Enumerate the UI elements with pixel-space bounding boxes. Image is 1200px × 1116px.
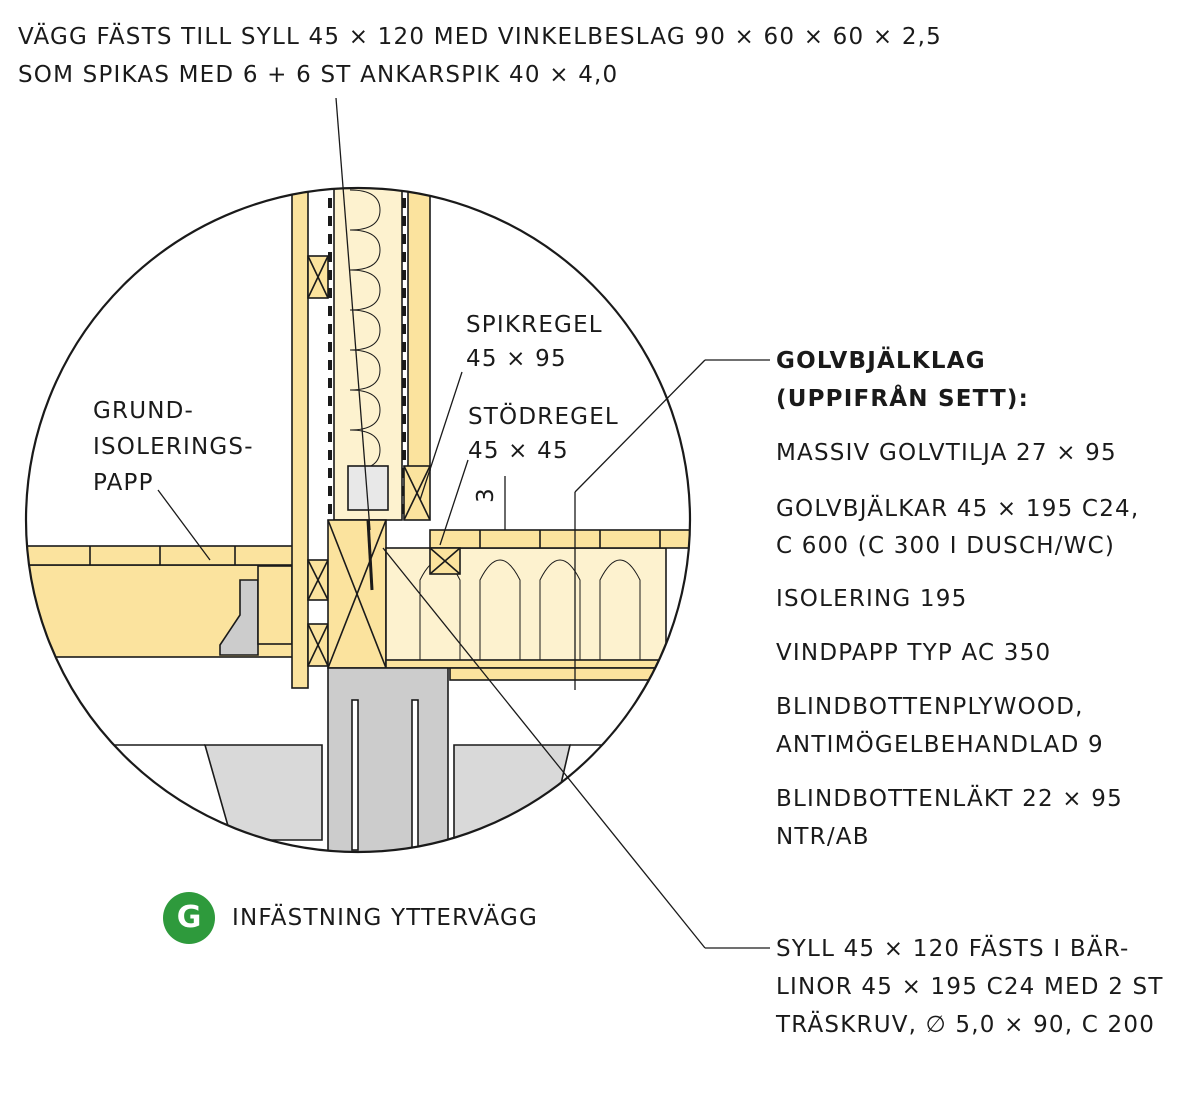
right-item4: VINDPAPP TYP AC 350 bbox=[776, 640, 1052, 666]
blind-bottom bbox=[386, 660, 700, 668]
syll-label-3: TRÄSKRUV, ∅ 5,0 × 90, C 200 bbox=[776, 1012, 1156, 1038]
right-item3: ISOLERING 195 bbox=[776, 586, 968, 612]
right-item5-1: BLINDBOTTENPLYWOOD, bbox=[776, 694, 1084, 720]
spikregel-label-2: 45 × 95 bbox=[466, 346, 567, 372]
right-item1: MASSIV GOLVTILJA 27 × 95 bbox=[776, 440, 1117, 466]
grund-label-1: GRUND- bbox=[93, 398, 195, 424]
grund-label-3: PAPP bbox=[93, 470, 154, 496]
stodregel-label-1: STÖDREGEL bbox=[468, 404, 619, 430]
detail-badge: G bbox=[163, 892, 215, 944]
stodregel-label-2: 45 × 45 bbox=[468, 438, 569, 464]
grund-label-2: ISOLERINGS- bbox=[93, 434, 254, 460]
concrete-left bbox=[205, 745, 322, 840]
syll-label-2: LINOR 45 × 195 C24 MED 2 ST bbox=[776, 974, 1164, 1000]
spikregel-label-1: SPIKREGEL bbox=[466, 312, 603, 338]
right-heading-2: (UPPIFRÅN SETT): bbox=[776, 386, 1030, 412]
right-item2-1: GOLVBJÄLKAR 45 × 195 C24, bbox=[776, 496, 1140, 522]
top-note-line2: SOM SPIKAS MED 6 + 6 ST ANKARSPIK 40 × 4,0 bbox=[18, 62, 619, 88]
foundation-beam bbox=[328, 668, 448, 858]
right-item6-1: BLINDBOTTENLÄKT 22 × 95 bbox=[776, 786, 1123, 812]
right-item5-2: ANTIMÖGELBEHANDLAD 9 bbox=[776, 732, 1104, 758]
right-item2-2: C 600 (C 300 I DUSCH/WC) bbox=[776, 533, 1116, 559]
bearing-joist bbox=[386, 548, 666, 664]
top-note-line1: VÄGG FÄSTS TILL SYLL 45 × 120 MED VINKELBESLAG 90 × 60 × 60 × 2,5 bbox=[18, 24, 943, 50]
caption-text: INFÄSTNING YTTERVÄGG bbox=[232, 905, 539, 931]
inner-stud bbox=[408, 180, 430, 470]
syll-label-1: SYLL 45 × 120 FÄSTS I BÄR- bbox=[776, 936, 1130, 962]
right-item6-2: NTR/AB bbox=[776, 824, 870, 850]
left-floor-boards bbox=[0, 546, 300, 565]
outer-panel bbox=[292, 180, 308, 688]
right-heading-1: GOLVBJÄLKLAG bbox=[776, 348, 986, 374]
dimension-label: 3 bbox=[472, 487, 499, 503]
